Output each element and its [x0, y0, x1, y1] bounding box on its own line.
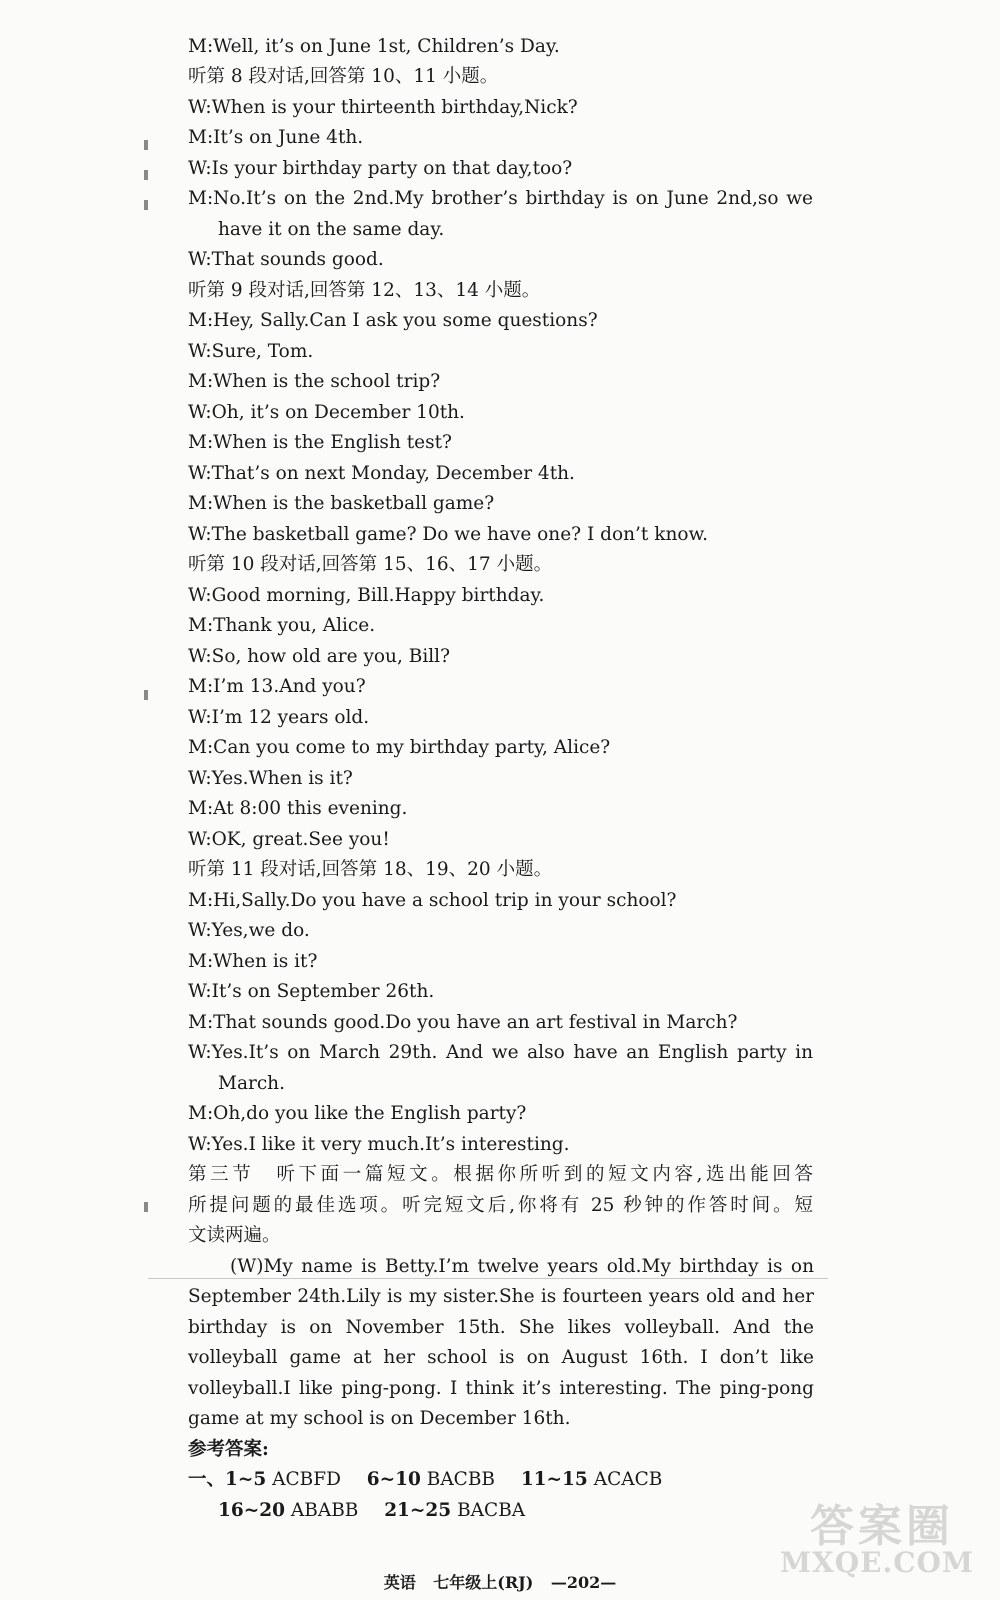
- answer-range: 21~25: [384, 1500, 452, 1521]
- answer-range: 16~20: [218, 1500, 285, 1521]
- answer-range: 6~10: [366, 1469, 421, 1490]
- margin-mark: [144, 200, 148, 210]
- dialogue-line: W:Yes.It’s on March 29th. And we also have an English party in: [188, 1042, 813, 1063]
- passage-line: volleyball game at her school is on August 16th. I don’t like: [188, 1347, 814, 1368]
- margin-mark: [144, 1202, 148, 1212]
- passage-line: game at my school is on December 16th.: [188, 1408, 571, 1429]
- dialogue-line: W:Good morning, Bill.Happy birthday.: [188, 585, 545, 606]
- dialogue-line: M:At 8:00 this evening.: [188, 798, 408, 819]
- answers-row: [218, 1498, 525, 1524]
- dialogue-line: M:Hey, Sally.Can I ask you some questions?: [188, 310, 598, 331]
- dialogue-line: W:That sounds good.: [188, 249, 384, 270]
- footer-subject: 英语: [383, 1573, 416, 1592]
- dialogue-line: M:No.It’s on the 2nd.My brother’s birthday is on June 2nd,so we: [188, 188, 813, 209]
- answer-key: BACBA: [457, 1500, 526, 1521]
- answer-key: ACACB: [593, 1469, 663, 1490]
- dialogue-line: W:Is your birthday party on that day,too?: [188, 158, 573, 179]
- dialogue-line: M:Thank you, Alice.: [188, 615, 376, 636]
- dialogue-line-continued: March.: [218, 1073, 285, 1094]
- watermark-logo: [770, 1490, 974, 1580]
- dialogue-line: W:So, how old are you, Bill?: [188, 646, 450, 667]
- dialogue-line: W:The basketball game? Do we have one? I don’t know.: [188, 524, 709, 545]
- answer-range: 11~15: [520, 1469, 588, 1490]
- dialogue-line: W:Oh, it’s on December 10th.: [188, 402, 465, 423]
- section-heading: 听第 11 段对话,回答第 18、19、20 小题。: [188, 859, 553, 880]
- passage-line: birthday is on November 15th. She likes volleyball. And the: [188, 1317, 814, 1338]
- dialogue-line: M:I’m 13.And you?: [188, 676, 366, 697]
- answers-heading: 参考答案:: [188, 1439, 269, 1460]
- watermark-mark: 答案圈: [810, 1501, 954, 1552]
- dialogue-line-continued: have it on the same day.: [218, 219, 445, 240]
- dialogue-line: M:When is the basketball game?: [188, 493, 495, 514]
- dialogue-line: W:Yes.When is it?: [188, 768, 353, 789]
- dialogue-line: W:That’s on next Monday, December 4th.: [188, 463, 575, 484]
- section-heading: 听第 10 段对话,回答第 15、16、17 小题。: [188, 554, 553, 575]
- dialogue-line: M:When is the English test?: [188, 432, 452, 453]
- footer-grade: 七年级上(RJ): [433, 1573, 534, 1592]
- section-heading: 听第 8 段对话,回答第 10、11 小题。: [188, 66, 499, 87]
- dialogue-line: M:It’s on June 4th.: [188, 127, 364, 148]
- section3-instruction: 所提问题的最佳选项。听完短文后,你将有 25 秒钟的作答时间。短: [188, 1195, 813, 1216]
- dialogue-line: M:Well, it’s on June 1st, Children’s Day.: [188, 36, 560, 57]
- section-heading: 听第 9 段对话,回答第 12、13、14 小题。: [188, 280, 541, 301]
- margin-mark: [144, 140, 148, 150]
- dialogue-line: M:That sounds good.Do you have an art festival in March?: [188, 1012, 738, 1033]
- dialogue-line: W:When is your thirteenth birthday,Nick?: [188, 97, 578, 118]
- dialogue-line: M:Hi,Sally.Do you have a school trip in your school?: [188, 890, 677, 911]
- dialogue-line: W:Sure, Tom.: [188, 341, 314, 362]
- passage-line: volleyball.I like ping-pong. I think it’s interesting. The ping-pong: [188, 1378, 814, 1399]
- section3-instruction: 文读两遍。: [188, 1225, 281, 1246]
- dialogue-line: W:It’s on September 26th.: [188, 981, 435, 1002]
- dialogue-line: W:Yes.I like it very much.It’s interesting.: [188, 1134, 570, 1155]
- passage-line: (W)My name is Betty.I’m twelve years old.My birthday is on: [230, 1256, 814, 1277]
- margin-mark: [144, 170, 148, 180]
- answers-row: [188, 1467, 662, 1493]
- answer-range: 一、1~5: [188, 1469, 267, 1490]
- dialogue-line: M:When is the school trip?: [188, 371, 441, 392]
- dialogue-line: M:Can you come to my birthday party, Alice?: [188, 737, 611, 758]
- watermark-site: MXQE.COM: [780, 1546, 974, 1579]
- dialogue-line: M:Oh,do you like the English party?: [188, 1103, 527, 1124]
- dialogue-line: M:When is it?: [188, 951, 318, 972]
- margin-mark: [144, 690, 148, 700]
- footer-page-number: —202—: [550, 1573, 617, 1592]
- dialogue-line: W:I’m 12 years old.: [188, 707, 370, 728]
- section3-instruction: 第三节 听下面一篇短文。根据你所听到的短文内容,选出能回答: [188, 1164, 813, 1185]
- dialogue-line: W:OK, great.See you!: [188, 829, 390, 850]
- answer-key: ABABB: [290, 1500, 359, 1521]
- answer-key: BACBB: [426, 1469, 496, 1490]
- passage-line: September 24th.Lily is my sister.She is fourteen years old and her: [188, 1286, 814, 1307]
- answer-key: ACBFD: [272, 1469, 341, 1490]
- dialogue-line: W:Yes,we do.: [188, 920, 310, 941]
